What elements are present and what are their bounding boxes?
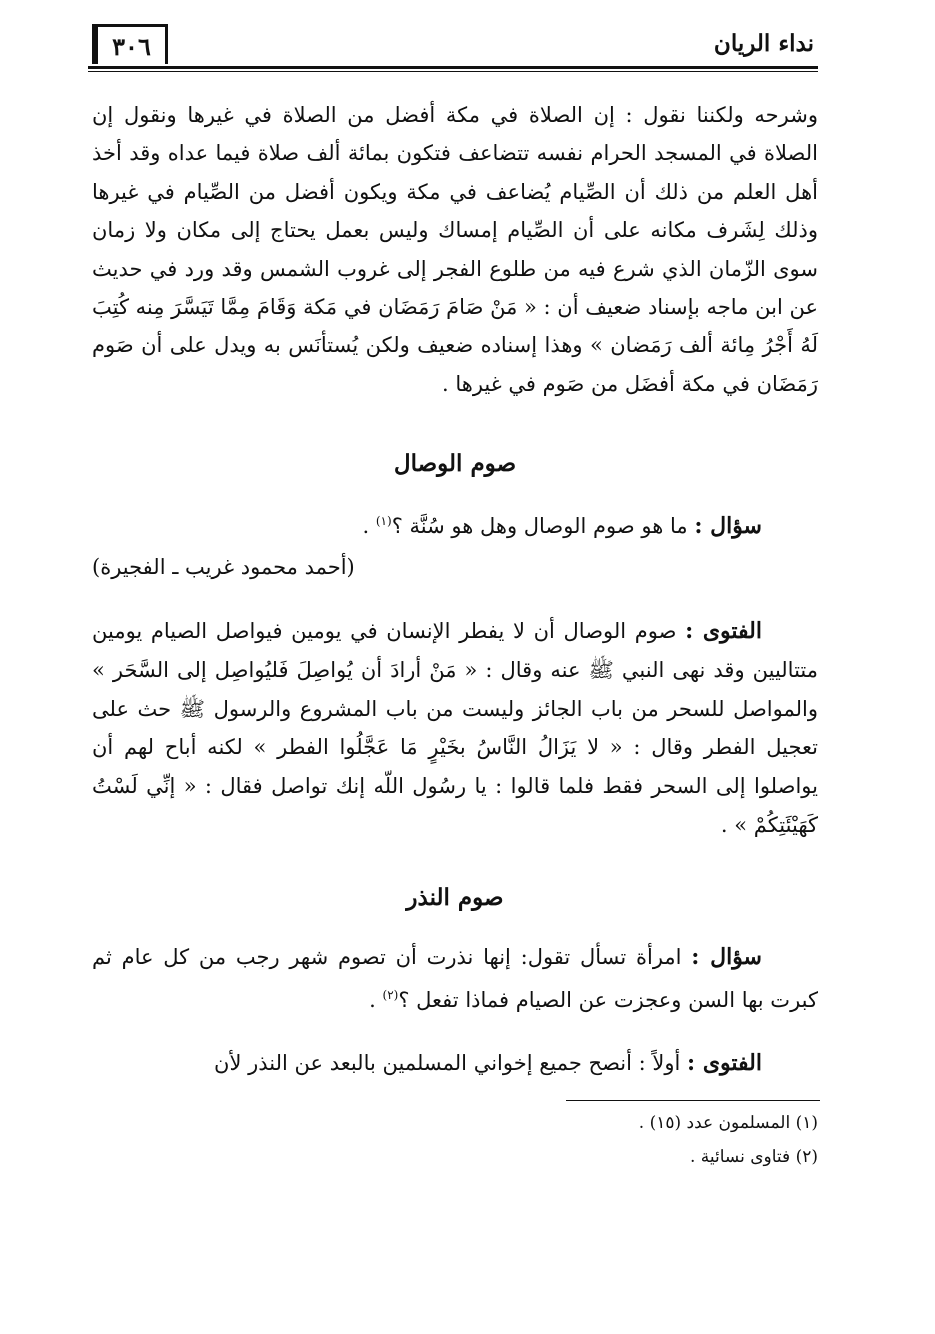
answer-text: أولاً : أنصح جميع إخواني المسلمين بالبعد عن النذر لأن: [214, 1051, 681, 1075]
question-nadhr: سؤال : امرأة تسأل تقول: إنها نذرت أن تصوم شهر رجب من كل عام ثم كبرت بها السن وعجزت عن الصيام فماذا تفعل ؟$^{(٢)}$ .: [92, 944, 818, 1013]
section-heading-nadhr: صوم النذر: [406, 884, 504, 911]
header-rule-thin: [88, 71, 818, 72]
asker-name: (أحمد محمود غريب ـ الفجيرة): [92, 555, 355, 579]
answer-label: الفتوى :: [687, 1050, 762, 1076]
paragraph-continuation: وشرحه ولكننا نقول : إن الصلاة في مكة أفضل من الصلاة في غيرها ونقول إن الصلاة في المسجد الحرام نفسه تتضاعف فتكون بمائة ألف صلاة فيما عداه وقد أخذ أهل العلم من ذلك أن الصِّيام يُضاعف في مكة ويكون أفضل من الصِّيام في غيرها وذلك لِشَرف مكانه على أن الصِّيام إمساك وليس بعمل يحتاج إلى مكان ولا زمان سوى الزّمان الذي شرع فيه من طلوع الفجر إلى غروب الشمس وقد ورد في حديث عن ابن ماجه بإسناد ضعيف أن : « مَنْ صَامَ رَمَضَان في مَكة وَقَامَ مِمَّا تَيَسَّرَ مِنه كُتِبَ لَهُ أَجْرُ مِائة ألف رَمَضان » وهذا إسناده ضعيف ولكن يُستأنَس به ويدل على أن صَوم رَمَضَان في مكة أفضَل من صَوم في غيرها .: [92, 103, 818, 396]
question-label: سؤال :: [694, 513, 762, 539]
section-heading-wisal: صوم الوصال: [393, 450, 517, 477]
footnote-ref-1: (١): [375, 514, 392, 528]
running-title: نداء الريان: [713, 30, 814, 57]
header-rule: [88, 66, 818, 69]
page-number: ٣٠٦: [92, 24, 168, 64]
answer-label: الفتوى :: [685, 618, 762, 644]
asker-line: [92, 555, 818, 579]
footnote-ref-2: (٢): [382, 988, 399, 1003]
footnote-2: (٢) فتاوى نسائية .: [689, 1147, 818, 1167]
footnotes: [92, 1106, 818, 1174]
footnote-1: (١) المسلمون عدد (١٥) .: [638, 1113, 818, 1133]
answer-text: صوم الوصال أن لا يفطر الإنسان في يومين فيواصل الصيام يومين متتاليين وقد نهى النبي ﷺ عنه وقال : « مَنْ أرادَ أن يُواصِلَ فَليُواصِل إلى السَّحَر » والمواصل للسحر من باب الجائز وليست من باب المشروع والرسول ﷺ حث على تعجيل الفطر وقال : « لا يَزَالُ النَّاسُ بخَيْرٍ مَا عَجَّلُوا الفطر » لكنه أباح لهم أن يواصلوا إلى السحر فقط فلما قالوا : يا رسُول اللّه إنك تواصل فقال : « إنِّي لَسْتُ كَهَيْئَتِكُمْ » .: [92, 619, 818, 837]
question-label: سؤال :: [691, 944, 762, 970]
footnote-divider: [566, 1100, 820, 1101]
question-text: امرأة تسأل تقول: إنها نذرت أن تصوم شهر رجب من كل عام ثم كبرت بها السن وعجزت عن الصيام فماذا تفعل ؟: [92, 945, 818, 1013]
question-wisal: سؤال : ما هو صوم الوصال وهل هو سُنَّة ؟$^{(١)}$ .: [362, 513, 762, 539]
answer-nadhr: [92, 1044, 818, 1083]
question-text: ما هو صوم الوصال وهل هو سُنَّة ؟: [391, 514, 688, 538]
answer-wisal: [92, 612, 818, 845]
